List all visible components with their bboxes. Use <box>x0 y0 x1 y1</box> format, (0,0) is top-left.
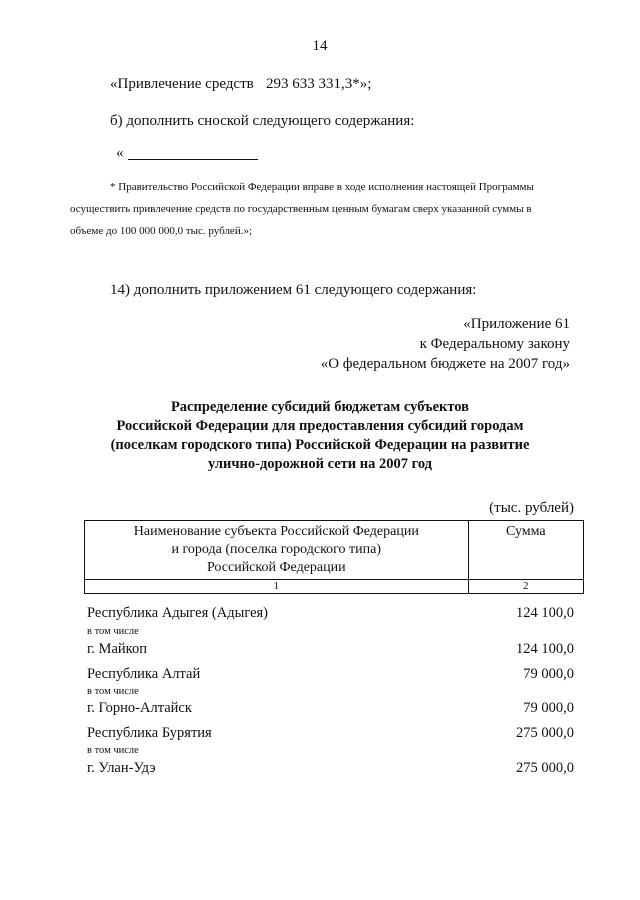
document-title <box>0 398 640 474</box>
title-line-1: Распределение субсидий бюджетам субъектов <box>170 399 470 415</box>
column-number-2: 2 <box>468 580 583 594</box>
footnote-line-2: осуществить привлечение средств по государственным ценным бумагам сверх указанной суммы в <box>70 203 532 215</box>
column-header-name-line-2: и города (поселка городского типа) <box>171 542 382 557</box>
appendix-line-2: к Федеральному закону <box>419 336 570 352</box>
city-sum: 275 000,0 <box>516 760 574 776</box>
region-name: Республика Бурятия <box>87 725 212 741</box>
funds-label: «Привлечение средств <box>110 76 254 92</box>
title-line-4: улично-дорожной сети на 2007 год <box>207 456 433 472</box>
city-sum: 124 100,0 <box>516 641 574 657</box>
column-header-name-line-3: Российской Федерации <box>206 560 346 575</box>
region-sum: 275 000,0 <box>516 725 574 741</box>
column-number-1: 1 <box>85 580 469 594</box>
city-sum: 79 000,0 <box>523 700 574 716</box>
column-header-name <box>85 521 469 580</box>
city-name: г. Улан-Удэ <box>87 760 156 776</box>
region-sum: 79 000,0 <box>523 666 574 682</box>
column-header-name-line-1: Наименование субъекта Российской Федерации <box>133 524 419 539</box>
footnote-line-1: * Правительство Российской Федерации вправе в ходе исполнения настоящей Программы <box>110 181 534 193</box>
quote-open: « <box>116 145 124 161</box>
units-label: (тыс. рублей) <box>489 500 574 516</box>
region-name: Республика Алтай <box>87 666 201 682</box>
in-total-label: в том числе <box>87 626 139 637</box>
region-sum: 124 100,0 <box>516 605 574 621</box>
page-number: 14 <box>312 38 328 54</box>
title-line-3: (поселкам городского типа) Российской Федерации на развитие <box>110 437 530 453</box>
footnote-instruction: б) дополнить сноской следующего содержания: <box>110 113 415 129</box>
appendix-line-3: «О федеральном бюджете на 2007 год» <box>320 356 570 372</box>
column-header-sum-label: Сумма <box>505 524 546 539</box>
table-header <box>84 520 584 594</box>
item-14: 14) дополнить приложением 61 следующего содержания: <box>110 282 477 298</box>
appendix-line-1: «Приложение 61 <box>463 316 570 332</box>
region-name: Республика Адыгея (Адыгея) <box>87 605 269 621</box>
city-name: г. Горно-Алтайск <box>87 700 192 716</box>
appendix-heading <box>321 314 570 374</box>
funds-value: 293 633 331,3*»; <box>266 76 372 92</box>
city-name: г. Майкоп <box>87 641 147 657</box>
footnote-separator <box>128 159 258 160</box>
footnote-line-3: объеме до 100 000 000,0 тыс. рублей.»; <box>70 225 253 237</box>
in-total-label: в том числе <box>87 686 139 697</box>
title-line-2: Российской Федерации для предоставления субсидий городам <box>116 418 524 434</box>
column-header-sum <box>468 521 583 580</box>
in-total-label: в том числе <box>87 745 139 756</box>
